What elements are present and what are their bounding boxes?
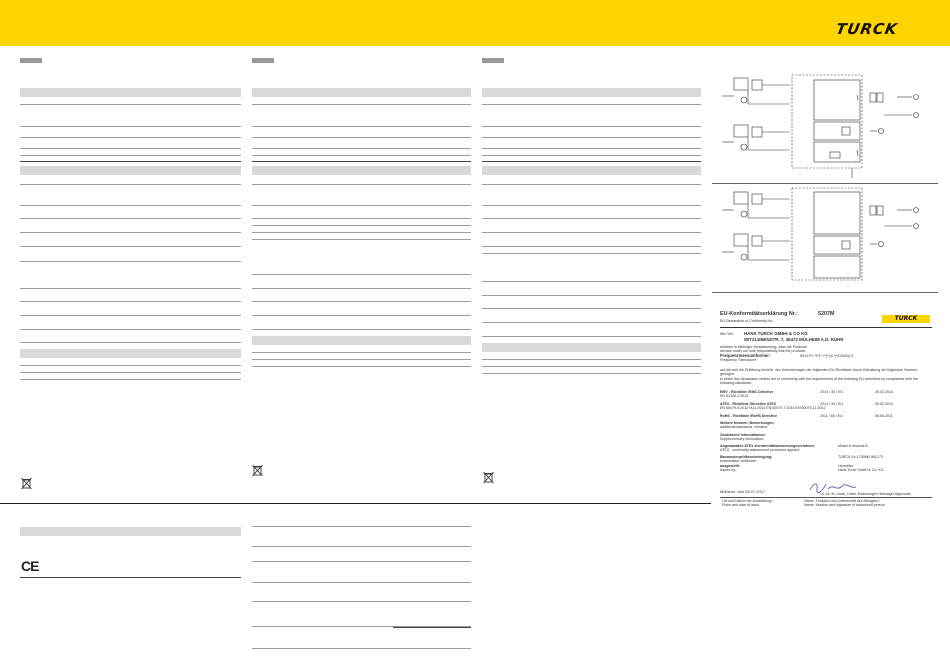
product-types: IM12-FI*-*EF-*/*(*)/C*(*/D/N/D)(*) xyxy=(800,354,854,358)
table-rule xyxy=(482,295,701,296)
ce-mark: CE xyxy=(21,558,39,574)
product-label-en: Frequency Transducer xyxy=(720,358,756,362)
emv-date: 26.02.2014 xyxy=(875,390,893,394)
table-rule xyxy=(482,232,701,233)
table-rule xyxy=(252,601,471,602)
section-band xyxy=(252,166,471,175)
table-rule xyxy=(20,155,241,156)
table-rule xyxy=(482,253,701,254)
additional-info-label: Zusätzliche Informationen: xyxy=(720,433,766,437)
table-rule xyxy=(482,359,701,360)
responsibility-text: erklären in alleiniger Verantwortung, dass die Produkte xyxy=(720,345,808,349)
emv-directive: EMV - Richtlinie /EMC Directive xyxy=(720,390,774,394)
table-rule xyxy=(252,218,471,219)
table-rule xyxy=(20,104,241,105)
table-rule xyxy=(482,246,701,247)
table-rule xyxy=(252,126,471,127)
table-rule xyxy=(252,232,471,233)
sig-right-line2: Name, function and signature of authorized person xyxy=(804,503,885,507)
table-rule xyxy=(20,315,241,316)
table-rule xyxy=(20,137,241,138)
table-rule xyxy=(252,546,471,547)
table-rule xyxy=(252,148,471,149)
sig-left-line2: Place and date of issue xyxy=(722,503,760,507)
company-address: WITZLEBENSTR. 7, 45472 MÜLHEIM A.D. RUHR xyxy=(744,337,844,342)
table-rule xyxy=(482,373,701,374)
table-rule xyxy=(482,308,701,309)
table-rule xyxy=(20,232,241,233)
wiring-schematic xyxy=(712,186,938,286)
table-rule xyxy=(482,322,701,323)
table-rule xyxy=(20,577,241,578)
issuer-name: Hans Turck GmbH & Co. KG xyxy=(838,468,884,472)
table-rule xyxy=(20,288,241,289)
table-rule xyxy=(252,359,471,360)
wiring-schematic xyxy=(712,70,938,180)
section-band xyxy=(20,349,241,358)
issued-label: ausgestellt: xyxy=(720,464,740,468)
table-rule xyxy=(482,218,701,219)
table-rule xyxy=(482,137,701,138)
certificate-subtitle: EU Declaration of Conformity No.: xyxy=(720,319,775,323)
rohs-directive: RoHS - Richtlinie /RoHS Directive xyxy=(720,414,778,418)
table-rule xyxy=(252,205,471,206)
page-separator xyxy=(0,503,711,504)
we-label: Wir/ We: xyxy=(720,332,734,336)
table-rule xyxy=(20,342,241,343)
diagram-divider xyxy=(712,183,938,184)
approval-label: Baumusterprüfbescheinigung: xyxy=(720,455,773,459)
table-rule xyxy=(252,104,471,105)
sig-right-line1: Name, Funktion und Unterschrift des Befugten / xyxy=(804,499,880,503)
signatory: i.V. Dr. M. Linde, Leiter Zulassungen /Manager Approvals xyxy=(820,492,911,496)
table-rule xyxy=(20,218,241,219)
table-rule xyxy=(252,161,471,162)
weee-crossed-bin-icon xyxy=(252,464,263,477)
table-rule xyxy=(252,648,471,649)
diagram-divider xyxy=(712,292,938,293)
table-rule xyxy=(252,137,471,138)
certificate-rule xyxy=(720,327,932,328)
turck-logo: TURCK xyxy=(834,20,900,38)
wiring-diagram-1 xyxy=(712,70,938,180)
rohs-date: 08.06.2011 xyxy=(875,414,893,418)
language-tag xyxy=(482,58,504,63)
table-rule xyxy=(482,148,701,149)
section-band xyxy=(20,88,241,97)
table-rule xyxy=(20,184,241,185)
table-rule xyxy=(252,366,471,367)
company-name: HANS TURCK GMBH & CO KG xyxy=(744,331,808,336)
emv-standard: EN 61326-1:2013 xyxy=(720,394,749,398)
table-rule xyxy=(482,161,701,162)
further-standards-en: additional standards, remarks: xyxy=(720,425,769,429)
table-rule xyxy=(482,104,701,105)
section-band xyxy=(20,527,241,536)
language-tag xyxy=(252,58,274,63)
table-rule xyxy=(252,561,471,562)
table-rule xyxy=(252,225,471,226)
table-rule xyxy=(252,582,471,583)
table-rule xyxy=(482,281,701,282)
atex-directive: ATEX - Richtlinie /Directive ATEX xyxy=(720,402,777,406)
table-rule xyxy=(482,184,701,185)
table-rule xyxy=(252,329,471,330)
table-rule xyxy=(482,126,701,127)
table-rule xyxy=(20,126,241,127)
table-rule xyxy=(252,288,471,289)
table-rule xyxy=(252,352,471,353)
table-rule xyxy=(393,627,471,628)
table-rule xyxy=(482,205,701,206)
table-rule xyxy=(20,161,241,162)
language-tag xyxy=(20,58,42,63)
conformity-text-en: to which this declaration relates are in conformity with the requirements of the following EU-directives by compliance with the following standards: xyxy=(720,377,918,386)
certificate-title: EU-Konformitätserklärung Nr.: xyxy=(720,311,798,317)
section-band xyxy=(20,166,241,175)
table-rule xyxy=(252,315,471,316)
table-rule xyxy=(252,239,471,240)
table-rule xyxy=(482,336,701,337)
atex-standards: EN 60079-0:2012+A11:2013 EN 60079-7:2015 EN 60079-11:2012 xyxy=(720,406,826,410)
table-rule xyxy=(20,372,241,373)
weee-crossed-bin-icon xyxy=(21,477,32,490)
conformity-text: auf die sich die Erklärung bezieht, den Anforderungen der folgenden EU-Richtlinien durch Einhaltung der folgenden Normen genügen: xyxy=(720,368,917,377)
signature-rule xyxy=(720,497,932,498)
additional-info-en: Supplementary information: xyxy=(720,437,764,441)
eu-declaration-certificate xyxy=(720,302,932,512)
weee-crossed-bin-icon xyxy=(483,471,494,484)
table-rule xyxy=(20,205,241,206)
table-rule xyxy=(482,366,701,367)
table-rule xyxy=(20,365,241,366)
section-band xyxy=(252,88,471,97)
atex-reference: 2014 / 34 / EU xyxy=(820,402,843,406)
approval-en: examination certificate: xyxy=(720,459,757,463)
responsibility-text-en: declare under our sole responsibility that the products xyxy=(720,349,806,353)
table-rule xyxy=(20,246,241,247)
rohs-reference: 2011 / 65 / EU xyxy=(820,414,843,418)
brand-header-bar xyxy=(0,0,950,46)
procedure-label: Angewandtes ATEX-Konformitätsbewertungsverfahren: xyxy=(720,444,815,448)
table-rule xyxy=(20,148,241,149)
table-rule xyxy=(20,329,241,330)
table-rule xyxy=(252,274,471,275)
certificate-number: 5207M xyxy=(818,311,835,317)
section-band xyxy=(482,343,701,352)
section-band xyxy=(252,336,471,345)
place-and-date: Mülheim, den 26.07.2017 xyxy=(720,489,766,494)
certificate-turck-logo: TURCK xyxy=(882,315,930,323)
procedure-en: ATEX - conformity assessment procedure applied: xyxy=(720,448,800,452)
table-rule xyxy=(252,526,471,527)
table-rule xyxy=(252,301,471,302)
table-rule xyxy=(20,379,241,380)
table-rule xyxy=(482,155,701,156)
table-rule xyxy=(252,155,471,156)
wiring-diagram-2 xyxy=(712,186,938,286)
issued-en: issued by: xyxy=(720,468,737,472)
table-rule xyxy=(252,184,471,185)
sig-left-line1: Ort und Datum der Ausstellung / xyxy=(722,499,774,503)
procedure-value: Modul A /module A xyxy=(838,444,868,448)
table-rule xyxy=(20,261,241,262)
further-standards-label: Weitere Normen, Bemerkungen: xyxy=(720,421,775,425)
section-band xyxy=(482,88,701,97)
section-band xyxy=(482,166,701,175)
table-rule xyxy=(20,301,241,302)
approval-value: TURCK Ex-17008M IM12-Ti xyxy=(838,455,883,459)
emv-reference: 2014 / 30 / EU xyxy=(820,390,843,394)
product-label: Frequenzmessumformer: xyxy=(720,353,771,358)
atex-date: 26.02.2014 xyxy=(875,402,893,406)
issuer-role: Hersteller xyxy=(838,464,854,468)
